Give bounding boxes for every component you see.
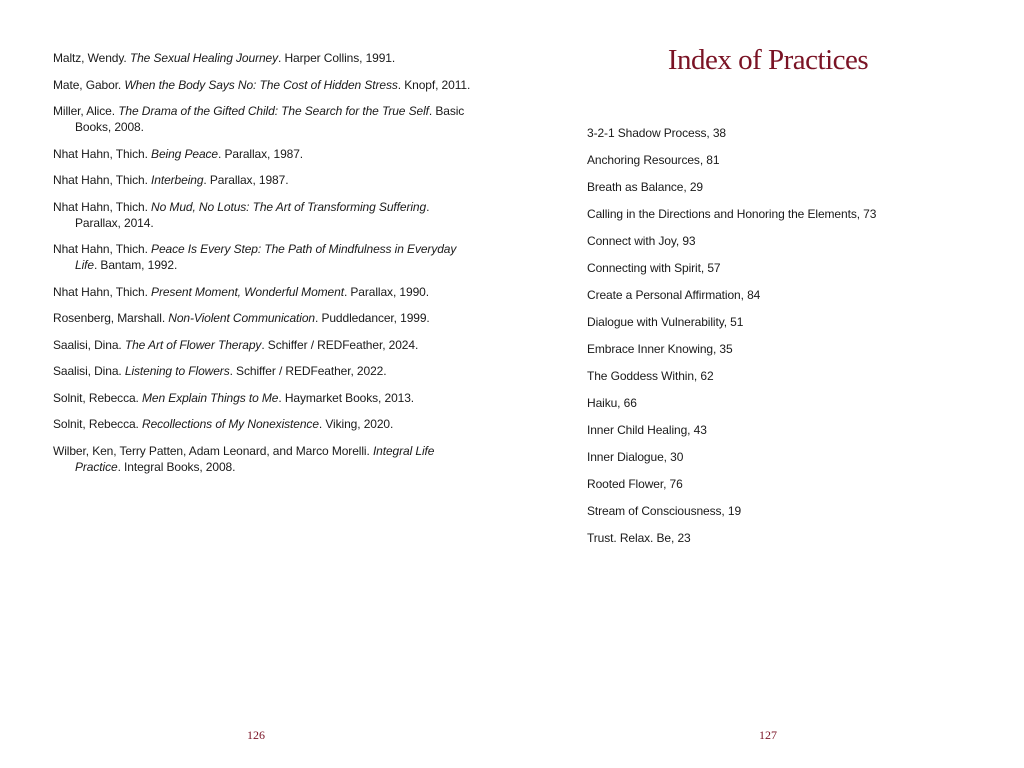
bibliography-list (53, 50, 473, 485)
index-entry: Connecting with Spirit, 57 (587, 261, 721, 275)
book-title: Men Explain Things to Me (142, 390, 279, 405)
book-title: Interbeing (151, 173, 204, 187)
practice-index-list (587, 125, 987, 557)
book-title: Peace Is Every Step: The Path of Mindfulness in Everyday Life (75, 242, 457, 272)
book-title: The Art of Flower Therapy (124, 337, 262, 352)
index-entry: Haiku, 66 (587, 396, 637, 410)
index-entry: Inner Dialogue, 30 (587, 450, 684, 464)
book-title: When the Body Says No: The Cost of Hidden Stress (124, 77, 398, 92)
bibliography-entry: Wilber, Ken, Terry Patten, Adam Leonard, and Marco Morelli. Integral Life Practice. Integral Books, 2008. (53, 443, 435, 474)
index-entry: Rooted Flower, 76 (587, 477, 683, 491)
bibliography-entry: Saalisi, Dina. The Art of Flower Therapy. Schiffer / REDFeather, 2024. (53, 337, 419, 352)
book-title: Being Peace (151, 146, 218, 161)
index-entry: Embrace Inner Knowing, 35 (587, 342, 733, 356)
index-entry: 3-2-1 Shadow Process, 38 (587, 126, 727, 140)
bibliography-entry: Nhat Hahn, Thich. Present Moment, Wonderful Moment. Parallax, 1990. (53, 284, 429, 299)
bibliography-entry: Rosenberg, Marshall. Non-Violent Communication. Puddledancer, 1999. (53, 311, 430, 325)
bibliography-entry: Mate, Gabor. When the Body Says No: The Cost of Hidden Stress. Knopf, 2011. (53, 77, 471, 92)
index-entry: Stream of Consciousness, 19 (587, 504, 742, 518)
bibliography-entry: Nhat Hahn, Thich. No Mud, No Lotus: The Art of Transforming Suffering. Parallax, 2014. (53, 199, 430, 230)
index-entry: Inner Child Healing, 43 (587, 423, 707, 437)
book-title: Present Moment, Wonderful Moment (151, 284, 344, 299)
index-entry: Create a Personal Affirmation, 84 (587, 288, 761, 302)
index-entry: Connect with Joy, 93 (587, 234, 696, 248)
bibliography-entry: Maltz, Wendy. The Sexual Healing Journey. Harper Collins, 1991. (53, 51, 396, 65)
index-entry: Trust. Relax. Be, 23 (587, 531, 691, 545)
index-entry: Calling in the Directions and Honoring the Elements, 73 (587, 207, 877, 221)
bibliography-entry: Solnit, Rebecca. Men Explain Things to Me. Haymarket Books, 2013. (53, 390, 415, 405)
page-title: Index of Practices (667, 44, 869, 76)
page-number-right: 127 (759, 728, 777, 742)
index-entry: Anchoring Resources, 81 (587, 153, 720, 167)
book-title: Recollections of My Nonexistence (142, 417, 319, 431)
bibliography-entry: Saalisi, Dina. Listening to Flowers. Schiffer / REDFeather, 2022. (53, 364, 387, 378)
bibliography-entry: Miller, Alice. The Drama of the Gifted Child: The Search for the True Self. Basic Books, 2008. (53, 104, 465, 134)
book-title: The Sexual Healing Journey (129, 51, 279, 65)
book-title: Non-Violent Communication (168, 311, 315, 325)
bibliography-entry: Nhat Hahn, Thich. Interbeing. Parallax, 1987. (53, 173, 289, 187)
book-title: No Mud, No Lotus: The Art of Transforming Suffering (151, 199, 427, 214)
book-title: The Drama of the Gifted Child: The Search for the True Self (118, 104, 429, 118)
page-number-left: 126 (247, 728, 265, 742)
index-entry: Breath as Balance, 29 (587, 180, 703, 194)
book-title: Integral Life Practice (75, 443, 435, 474)
index-entry: Dialogue with Vulnerability, 51 (587, 315, 744, 329)
bibliography-entry: Solnit, Rebecca. Recollections of My Nonexistence. Viking, 2020. (53, 417, 394, 431)
bibliography-entry: Nhat Hahn, Thich. Peace Is Every Step: The Path of Mindfulness in Everyday Life. Bantam, 1992. (53, 242, 457, 272)
book-title: Listening to Flowers (124, 364, 230, 378)
bibliography-entry: Nhat Hahn, Thich. Being Peace. Parallax, 1987. (53, 146, 304, 161)
index-entry: The Goddess Within, 62 (587, 369, 714, 383)
